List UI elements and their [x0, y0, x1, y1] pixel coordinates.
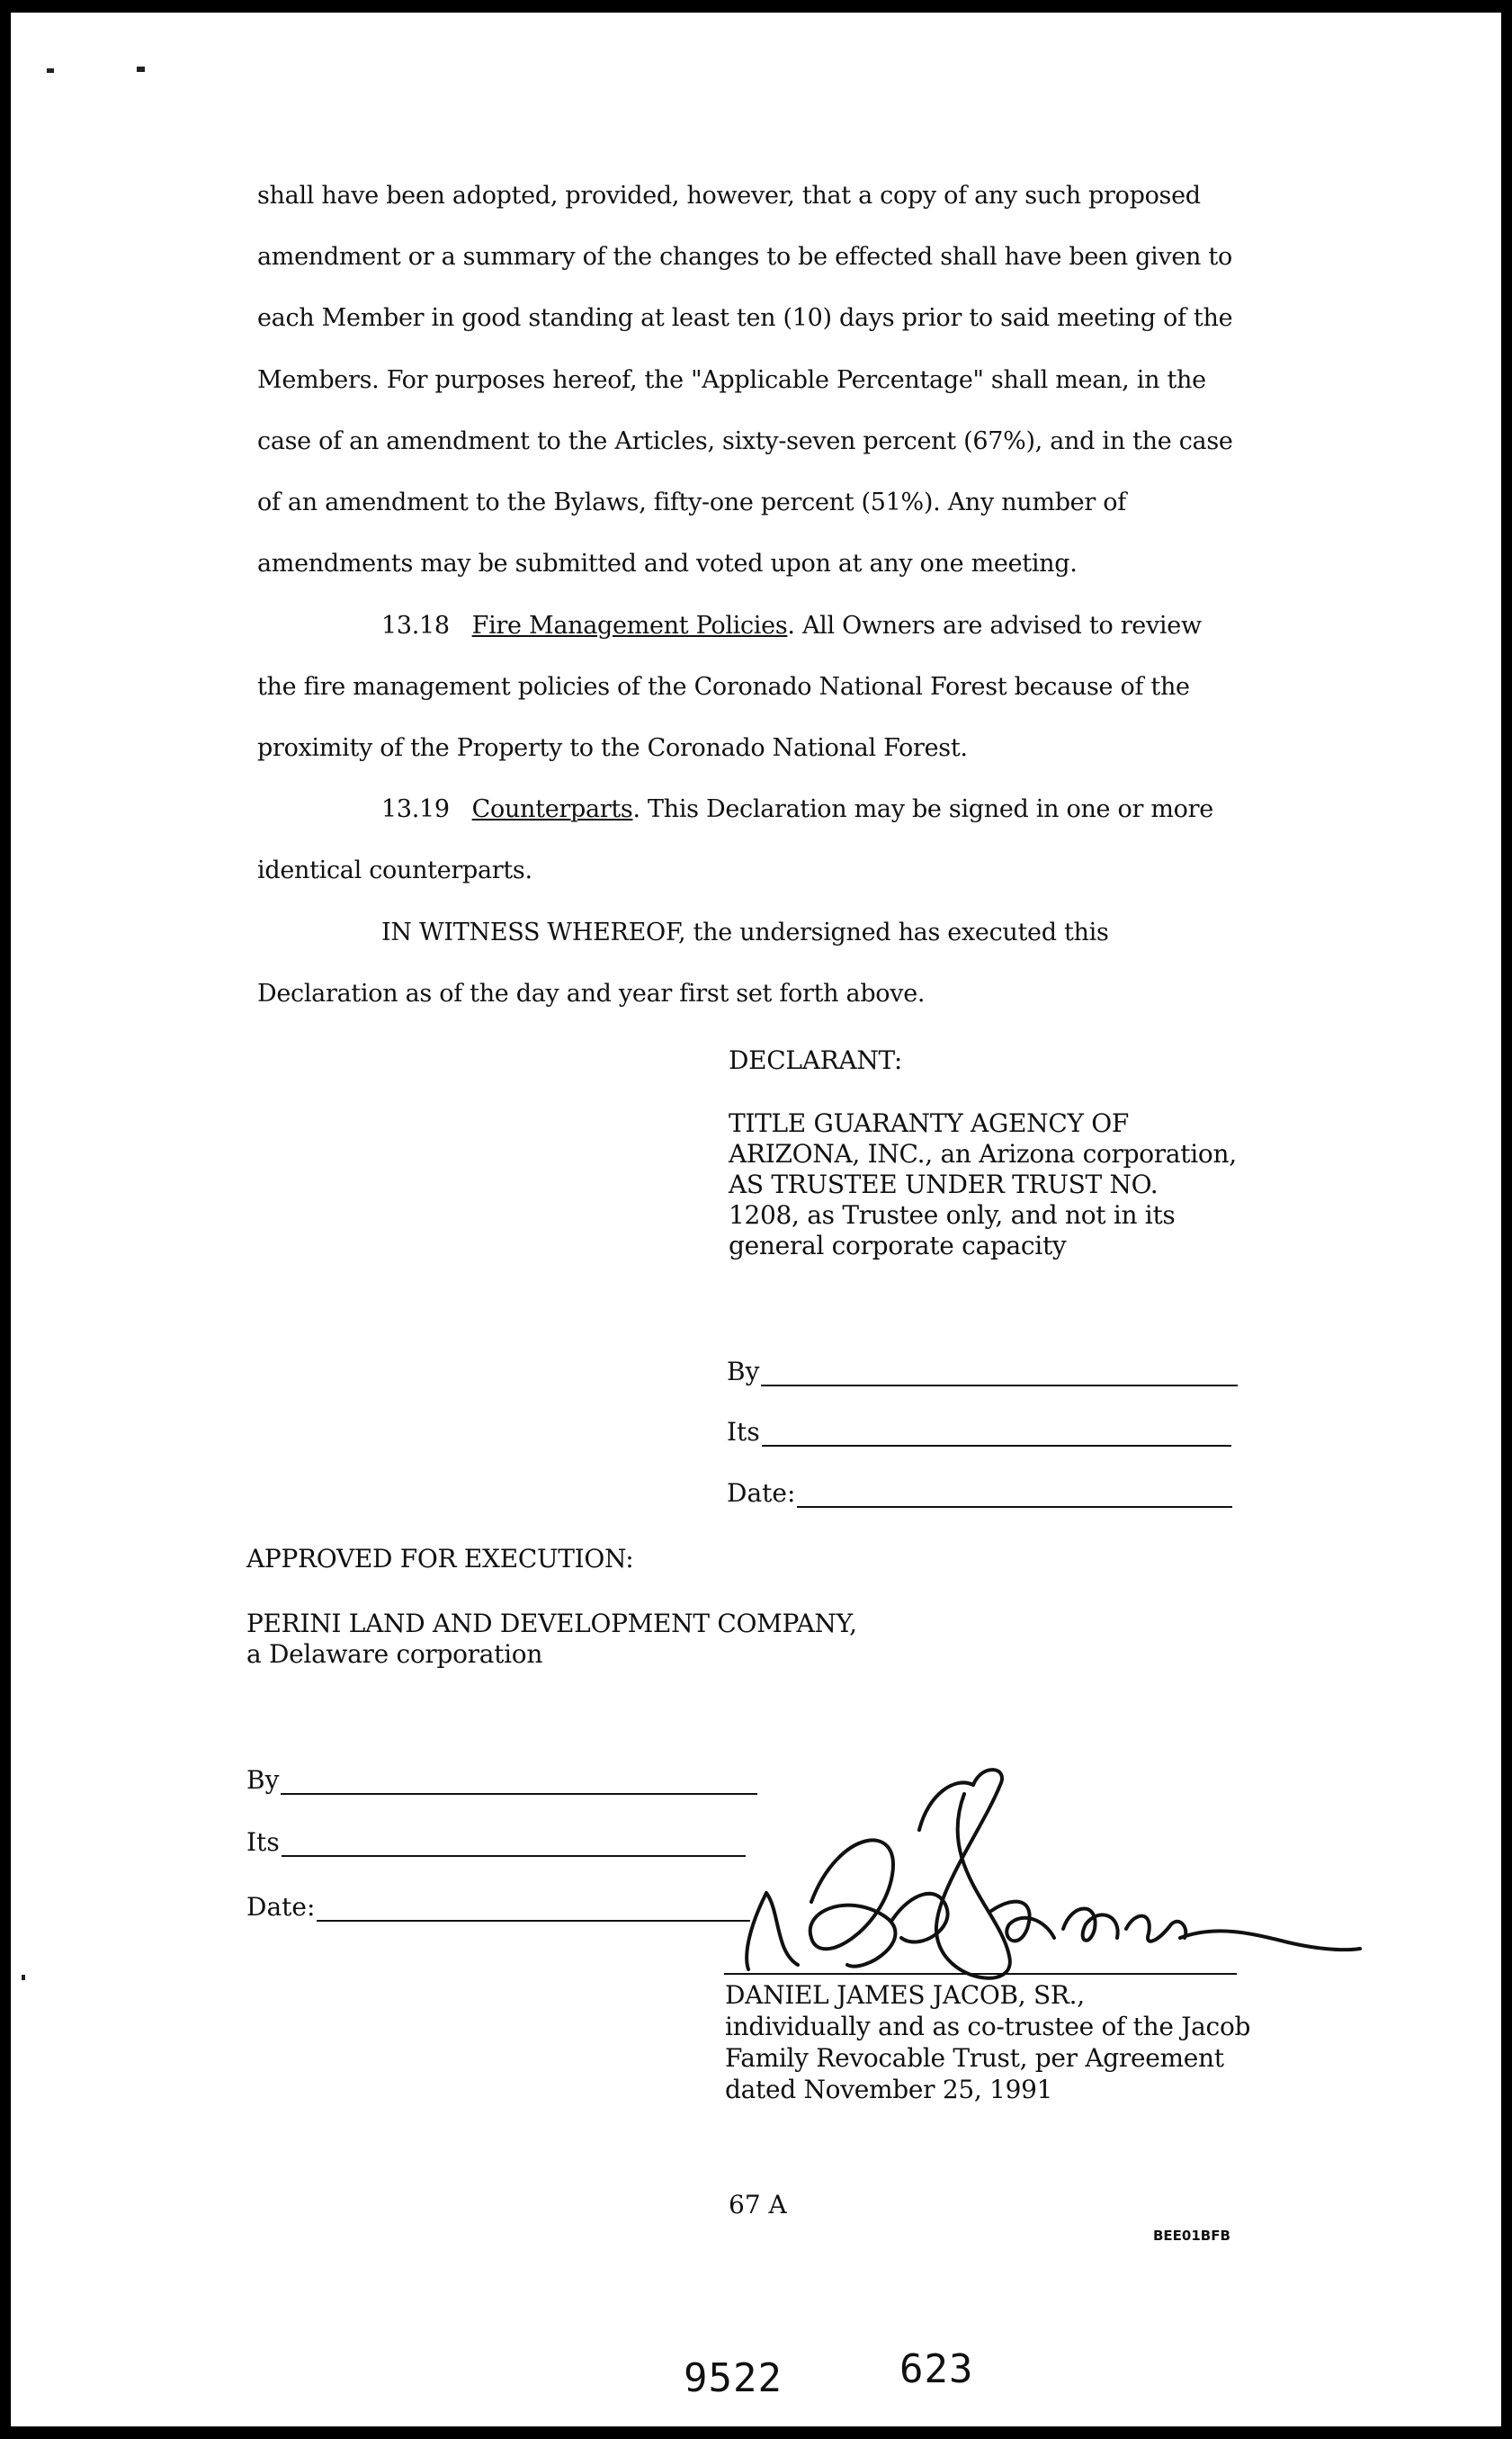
paragraph-line: the fire management policies of the Coronado National Forest because of the — [257, 673, 1190, 701]
witness-line: IN WITNESS WHEREOF, the undersigned has executed this — [381, 919, 1109, 946]
approval-its-field — [246, 1827, 746, 1857]
declarant-entity — [729, 1108, 1237, 1261]
date-line — [797, 1483, 1232, 1508]
entity-line: ARIZONA, INC., an Arizona corporation, — [729, 1139, 1237, 1169]
section-13-18-first-line — [381, 612, 1202, 640]
approval-by-field — [246, 1765, 757, 1795]
declarant-heading: DECLARANT: — [729, 1045, 903, 1075]
recording-stamp-right: 623 — [899, 2346, 974, 2392]
section-number: 13.19 — [381, 795, 450, 823]
title-line — [762, 1421, 1231, 1447]
signatory-line: individually and as co-trustee of the Jacob — [725, 2012, 1251, 2041]
its-label: Its — [246, 1827, 280, 1857]
handwritten-signature — [712, 1758, 1378, 1992]
scan-speck — [22, 1975, 25, 1980]
paragraph-line: amendments may be submitted and voted upon at any one meeting. — [257, 550, 1078, 578]
scan-speck — [47, 68, 54, 73]
entity-line: AS TRUSTEE UNDER TRUST NO. — [729, 1170, 1159, 1199]
approval-date-field — [246, 1892, 750, 1922]
paragraph-line: identical counterparts. — [257, 856, 532, 884]
recording-stamp-left: 9522 — [684, 2355, 783, 2401]
paragraph-line: amendment or a summary of the changes to be effected shall have been given to — [257, 243, 1232, 271]
its-label: Its — [727, 1417, 760, 1447]
company-line: PERINI LAND AND DEVELOPMENT COMPANY, — [246, 1609, 857, 1638]
signatory-line: dated November 25, 1991 — [725, 2075, 1053, 2104]
document-page — [11, 13, 1501, 2426]
approval-company — [246, 1609, 857, 1670]
signature-line — [761, 1361, 1238, 1386]
date-label: Date: — [246, 1892, 316, 1922]
by-label: By — [727, 1357, 760, 1386]
section-13-19-first-line — [381, 795, 1213, 823]
signatory-block — [725, 1979, 1250, 2105]
paragraph-line: case of an amendment to the Articles, sixty-seven percent (67%), and in the case — [257, 427, 1233, 455]
entity-line: 1208, as Trustee only, and not in its — [729, 1200, 1176, 1230]
signature-line — [281, 1770, 757, 1795]
witness-line: Declaration as of the day and year first set forth above. — [257, 980, 926, 1008]
title-line — [282, 1832, 746, 1857]
paragraph-line: each Member in good standing at least ten (10) days prior to said meeting of the — [257, 304, 1233, 332]
signatory-line: DANIEL JAMES JACOB, SR., — [725, 1980, 1085, 2010]
entity-line: general corporate capacity — [729, 1231, 1067, 1260]
section-heading: Counterparts — [471, 795, 633, 823]
date-line — [317, 1897, 750, 1922]
document-code: BEE01BFB — [1153, 2228, 1230, 2244]
company-line: a Delaware corporation — [246, 1639, 543, 1669]
approval-heading: APPROVED FOR EXECUTION: — [246, 1544, 634, 1574]
date-label: Date: — [727, 1478, 796, 1508]
signatory-signature-line — [724, 1973, 1237, 1975]
section-number: 13.18 — [381, 612, 450, 640]
section-text: . All Owners are advised to review — [787, 612, 1202, 640]
section-heading: Fire Management Policies — [471, 612, 788, 640]
by-label: By — [246, 1765, 280, 1795]
signatory-line: Family Revocable Trust, per Agreement — [725, 2043, 1224, 2073]
paragraph-line: shall have been adopted, provided, however, that a copy of any such proposed — [257, 182, 1201, 210]
entity-line: TITLE GUARANTY AGENCY OF — [729, 1108, 1130, 1138]
paragraph-line: of an amendment to the Bylaws, fifty-one percent (51%). Any number of — [257, 489, 1126, 516]
paragraph-line: Members. For purposes hereof, the "Applicable Percentage" shall mean, in the — [257, 366, 1206, 394]
section-text: . This Declaration may be signed in one or more — [632, 795, 1213, 823]
scan-speck — [137, 67, 145, 72]
declarant-by-field — [727, 1357, 1238, 1386]
page-number: 67 A — [729, 2190, 787, 2219]
declarant-date-field — [727, 1478, 1232, 1508]
paragraph-line: proximity of the Property to the Coronado National Forest. — [257, 734, 968, 762]
declarant-its-field — [727, 1417, 1231, 1447]
